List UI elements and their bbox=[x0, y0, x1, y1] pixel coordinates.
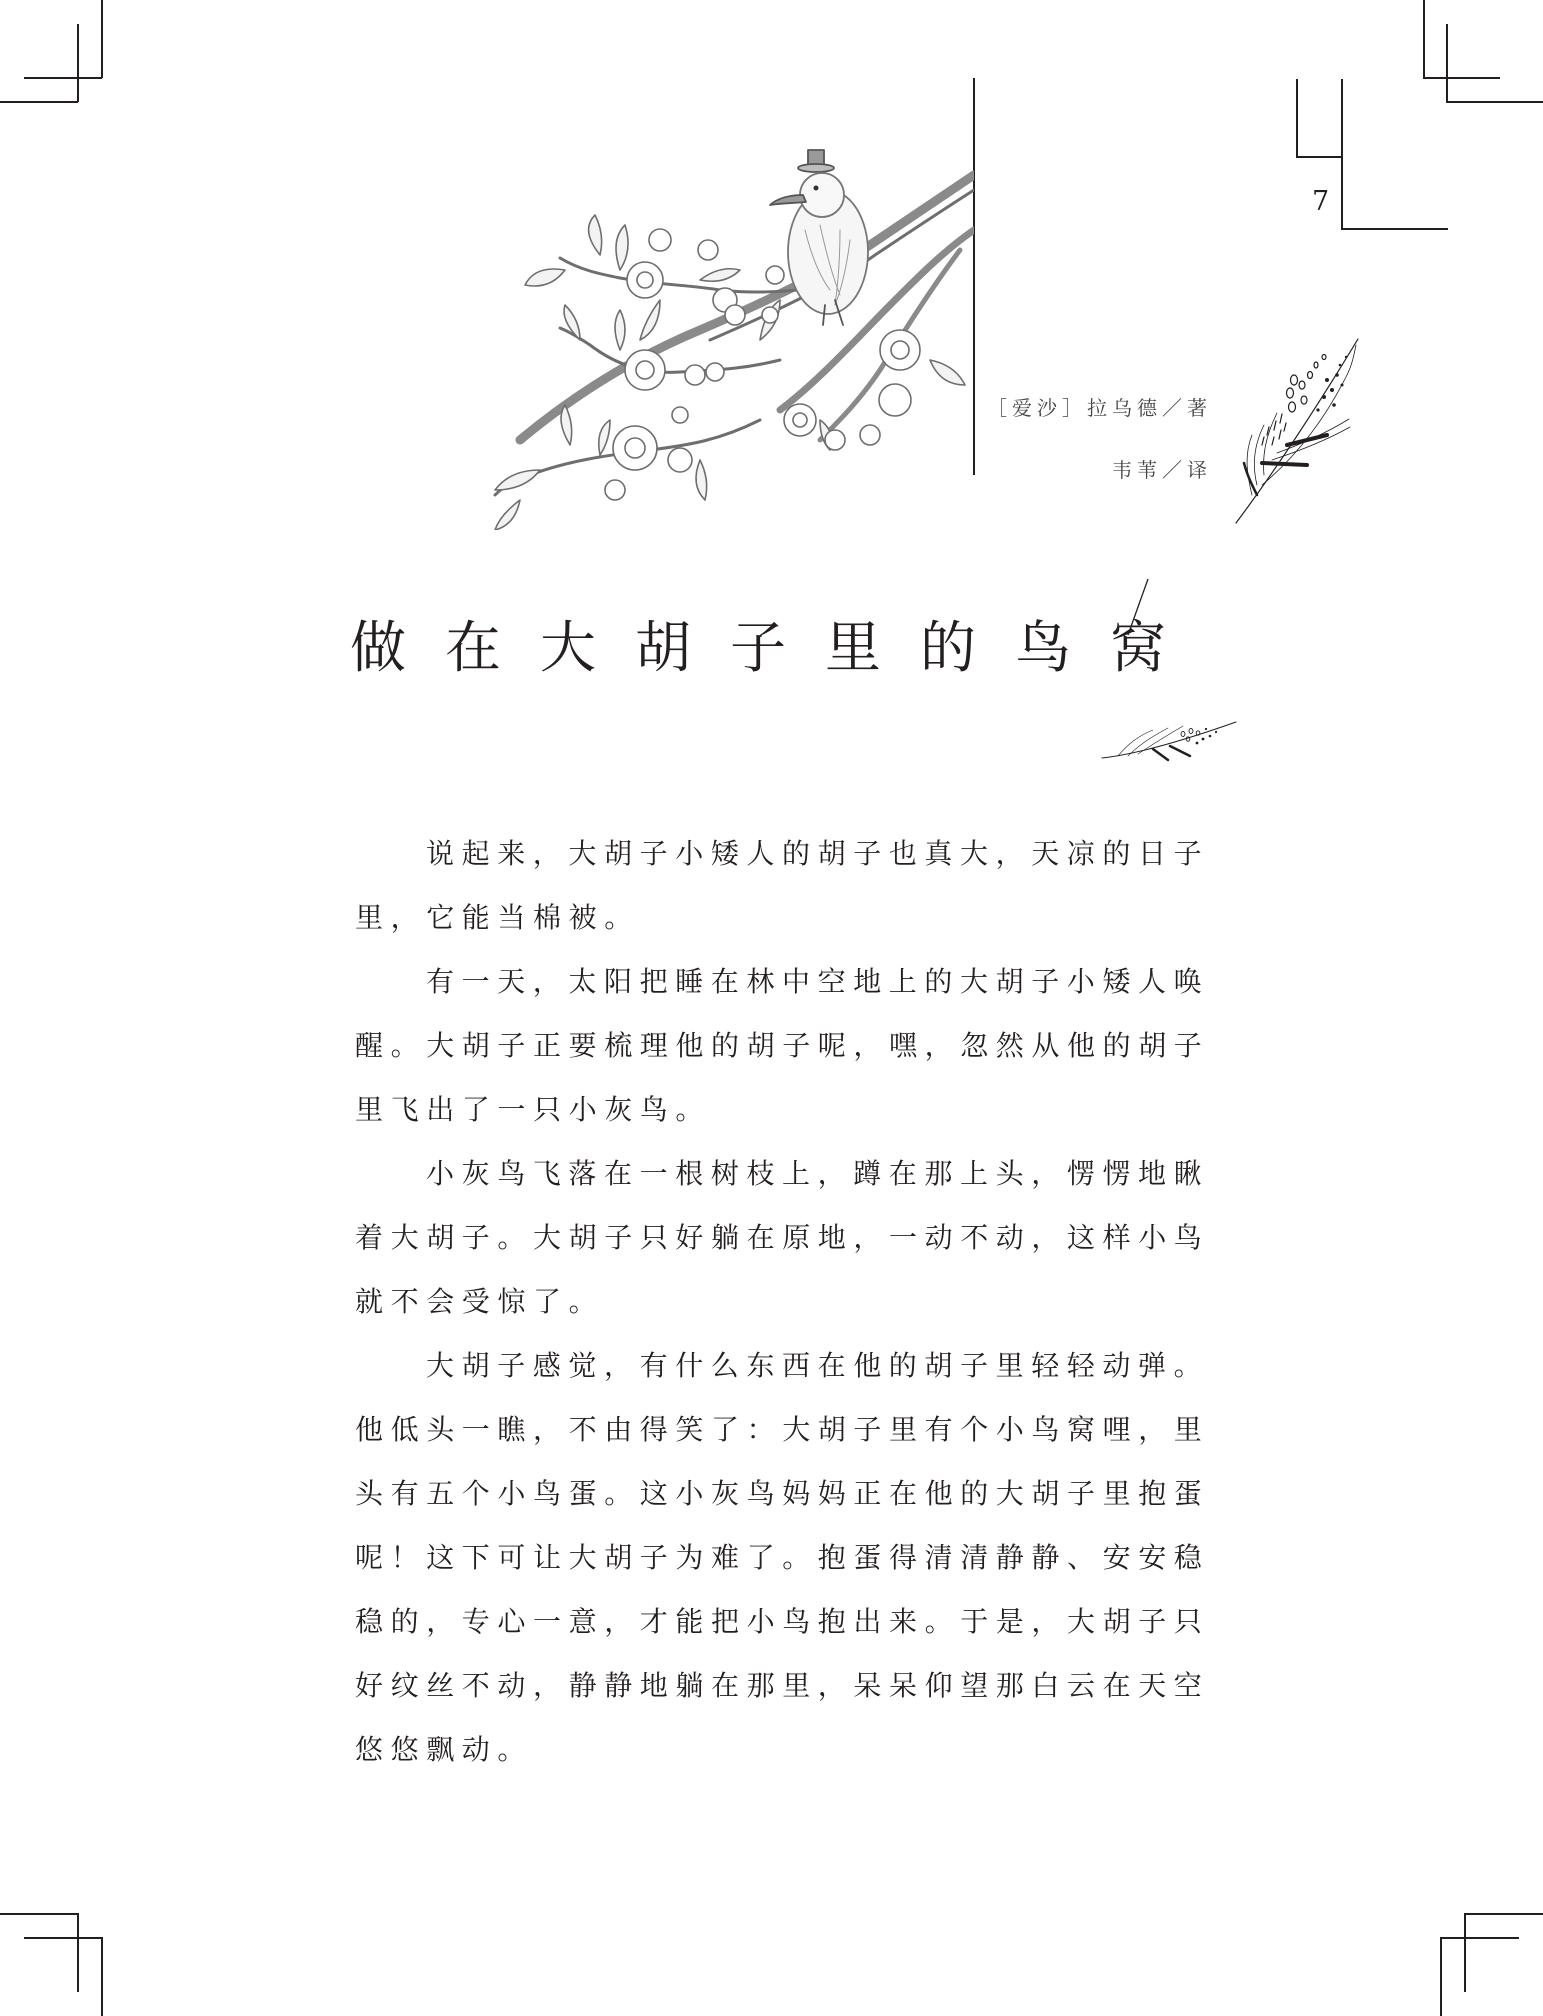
paragraph: 小灰鸟飞落在一根树枝上，蹲在那上头，愣愣地瞅着大胡子。大胡子只好躺在原地，一动不动，这样小鸟就不会受惊了。 bbox=[355, 1157, 1210, 1318]
crop-line bbox=[0, 101, 78, 103]
crop-line bbox=[1446, 24, 1448, 102]
bird-branch-sketch bbox=[480, 140, 974, 530]
crop-line bbox=[1440, 1937, 1442, 2016]
frame-line bbox=[1341, 228, 1448, 230]
paragraph: 大胡子感觉，有什么东西在他的胡子里轻轻动弹。他低头一瞧，不由得笑了：大胡子里有个小鸟窝哩，里头有五个小鸟蛋。这小灰鸟妈妈正在他的大胡子里抱蛋呢！这下可让大胡子为难了。抱蛋得清清静静、安安稳稳的，专心一意，才能把小鸟抱出来。于是，大胡子只好纹丝不动，静静地躺在那里，呆呆仰望那白云在天空悠悠飘动。 bbox=[355, 1349, 1210, 1766]
crop-line bbox=[1440, 1937, 1519, 1939]
page-title: 做在大胡子里的鸟窝 bbox=[350, 615, 1205, 681]
crop-line bbox=[1464, 1913, 1543, 1915]
bird-branch-illustration bbox=[480, 140, 974, 530]
paragraph: 说起来，大胡子小矮人的胡子也真大，天凉的日子里，它能当棉被。 bbox=[355, 837, 1210, 934]
paragraph: 有一天，太阳把睡在林中空地上的大胡子小矮人唤醒。大胡子正要梳理他的胡子呢，嘿，忽然从他的胡子里飞出了一只小灰鸟。 bbox=[355, 965, 1210, 1126]
page-number: 7 bbox=[1312, 186, 1330, 217]
frame-line bbox=[1296, 156, 1342, 158]
frame-line bbox=[1341, 79, 1343, 229]
crop-line bbox=[1423, 0, 1425, 78]
title-slash-decoration bbox=[1126, 578, 1150, 636]
crop-line bbox=[101, 1937, 103, 2016]
translator-byline: 韦苇／译 bbox=[1112, 458, 1212, 482]
crop-line bbox=[77, 1913, 79, 1992]
crop-line bbox=[1423, 77, 1500, 79]
crop-line bbox=[24, 1937, 102, 1939]
crop-line bbox=[0, 1913, 78, 1915]
story-body bbox=[355, 822, 1215, 1782]
crop-line bbox=[101, 0, 103, 78]
author-byline: ［爱沙］拉乌德／著 bbox=[987, 396, 1212, 420]
bird-figure bbox=[770, 150, 868, 325]
crop-line bbox=[77, 24, 79, 102]
crop-line bbox=[1464, 1913, 1466, 1992]
crop-line bbox=[1446, 101, 1543, 103]
feather-large-icon bbox=[1232, 335, 1362, 525]
crop-line bbox=[24, 77, 102, 79]
feather-small-icon bbox=[1098, 714, 1238, 766]
frame-line bbox=[1296, 79, 1298, 157]
